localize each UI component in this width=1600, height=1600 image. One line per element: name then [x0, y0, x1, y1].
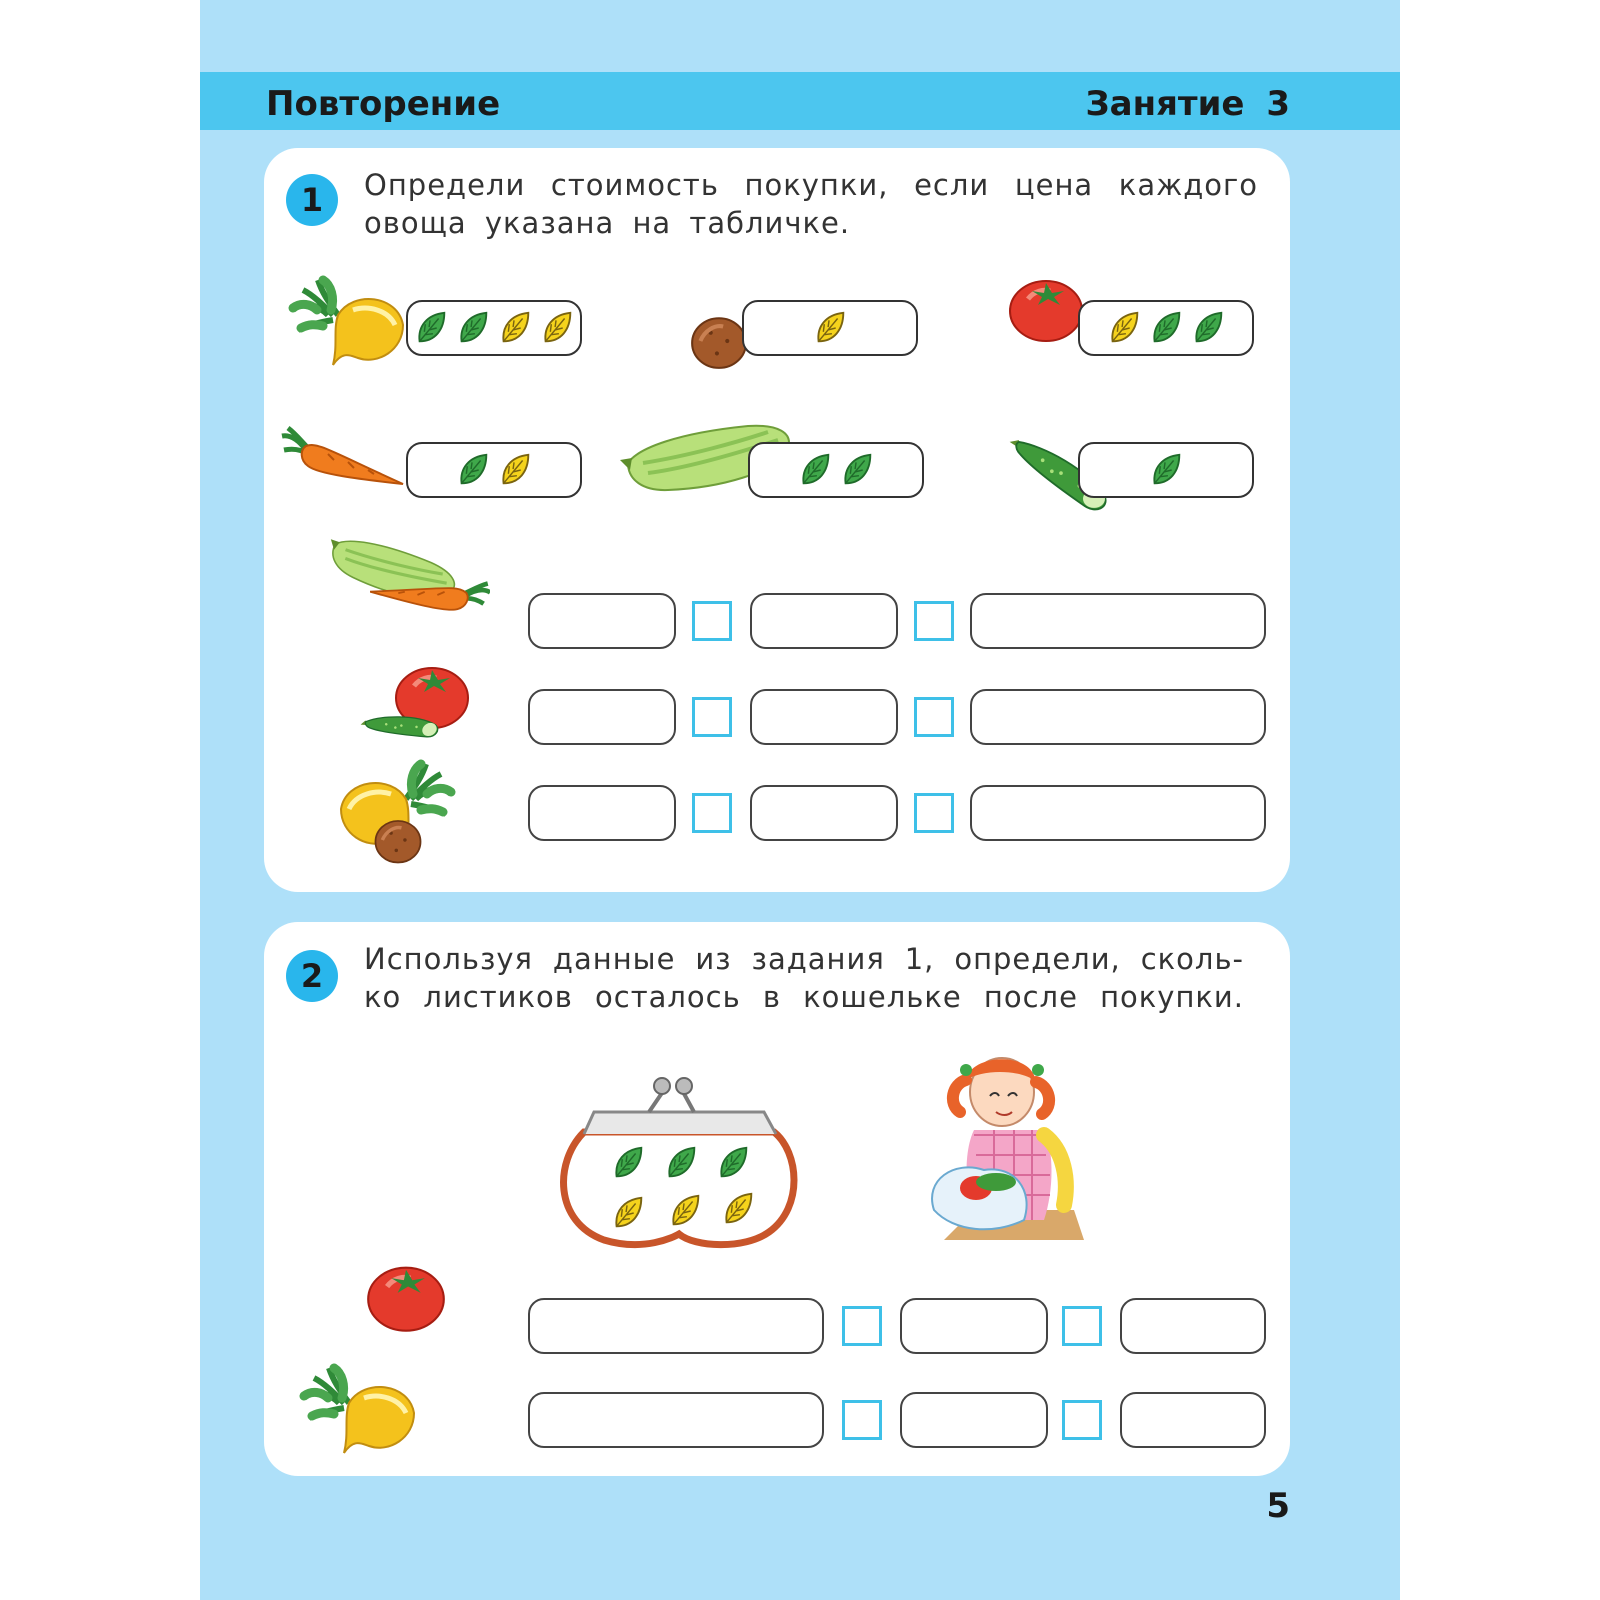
page-number: 5 [1266, 1486, 1290, 1526]
leaf-yellow-icon [496, 309, 534, 347]
leaf-green-icon [454, 451, 492, 489]
answer-box[interactable] [900, 1392, 1048, 1448]
answer-box[interactable] [750, 785, 898, 841]
wallet-icon [554, 1072, 804, 1252]
leaf-yellow-icon [1105, 309, 1143, 347]
leaf-green-icon [412, 309, 450, 347]
answer-box[interactable] [528, 785, 676, 841]
leaf-green-icon [454, 309, 492, 347]
task2-number: 2 [286, 950, 338, 1002]
task1-text [364, 166, 1258, 242]
potato-icon [688, 310, 750, 372]
result-box[interactable] [1120, 1392, 1266, 1448]
carrot-icon [370, 558, 490, 624]
tomato-icon [1006, 272, 1086, 344]
turnip-icon [284, 1358, 434, 1458]
operator-square[interactable] [692, 601, 732, 641]
answer-box[interactable] [900, 1298, 1048, 1354]
answer-box[interactable] [528, 1298, 824, 1354]
operator-square[interactable] [914, 601, 954, 641]
task1-line2: овоща указана на табличке. [364, 206, 851, 240]
carrot-icon [278, 424, 408, 494]
leaf-green-icon [1189, 309, 1227, 347]
answer-box[interactable] [528, 689, 676, 745]
leaf-yellow-icon [538, 309, 576, 347]
operator-square[interactable] [842, 1306, 882, 1346]
answer-box[interactable] [528, 593, 676, 649]
price-tag-tomato [1078, 300, 1254, 356]
result-box[interactable] [970, 689, 1266, 745]
girl-with-bag-illustration [904, 1040, 1094, 1260]
turnip-icon [278, 270, 418, 370]
operator-square[interactable] [692, 697, 732, 737]
lesson-label: Занятие 3 [1085, 84, 1290, 124]
potato-icon [372, 814, 424, 866]
leaf-green-icon [838, 451, 876, 489]
leaf-yellow-icon [496, 451, 534, 489]
operator-square[interactable] [914, 793, 954, 833]
operator-square[interactable] [1062, 1306, 1102, 1346]
operator-square[interactable] [842, 1400, 882, 1440]
price-tag-cucumber [1078, 442, 1254, 498]
answer-box[interactable] [528, 1392, 824, 1448]
price-tag-carrot [406, 442, 582, 498]
price-tag-turnip [406, 300, 582, 356]
task1-line1: Определи стоимость покупки, если цена каждого [364, 168, 1258, 202]
task2-text [364, 940, 1244, 1016]
operator-square[interactable] [1062, 1400, 1102, 1440]
operator-square[interactable] [692, 793, 732, 833]
task2-line1: Используя данные из задания 1, определи, сколь- [364, 942, 1244, 976]
task1-panel [264, 148, 1290, 892]
price-tag-zucchini [748, 442, 924, 498]
leaf-green-icon [1147, 451, 1185, 489]
result-box[interactable] [1120, 1298, 1266, 1354]
cucumber-icon [352, 694, 462, 750]
task2-panel [264, 922, 1290, 1476]
task1-number: 1 [286, 174, 338, 226]
answer-box[interactable] [750, 593, 898, 649]
workbook-page [200, 0, 1400, 1600]
task2-line2: ко листиков осталось в кошельке после покупки. [364, 980, 1244, 1014]
leaf-green-icon [1147, 309, 1185, 347]
section-title: Повторение [266, 84, 501, 124]
result-box[interactable] [970, 785, 1266, 841]
price-tag-potato [742, 300, 918, 356]
leaf-green-icon [796, 451, 834, 489]
tomato-icon [364, 1258, 448, 1334]
result-box[interactable] [970, 593, 1266, 649]
leaf-yellow-icon [811, 309, 849, 347]
answer-box[interactable] [750, 689, 898, 745]
operator-square[interactable] [914, 697, 954, 737]
